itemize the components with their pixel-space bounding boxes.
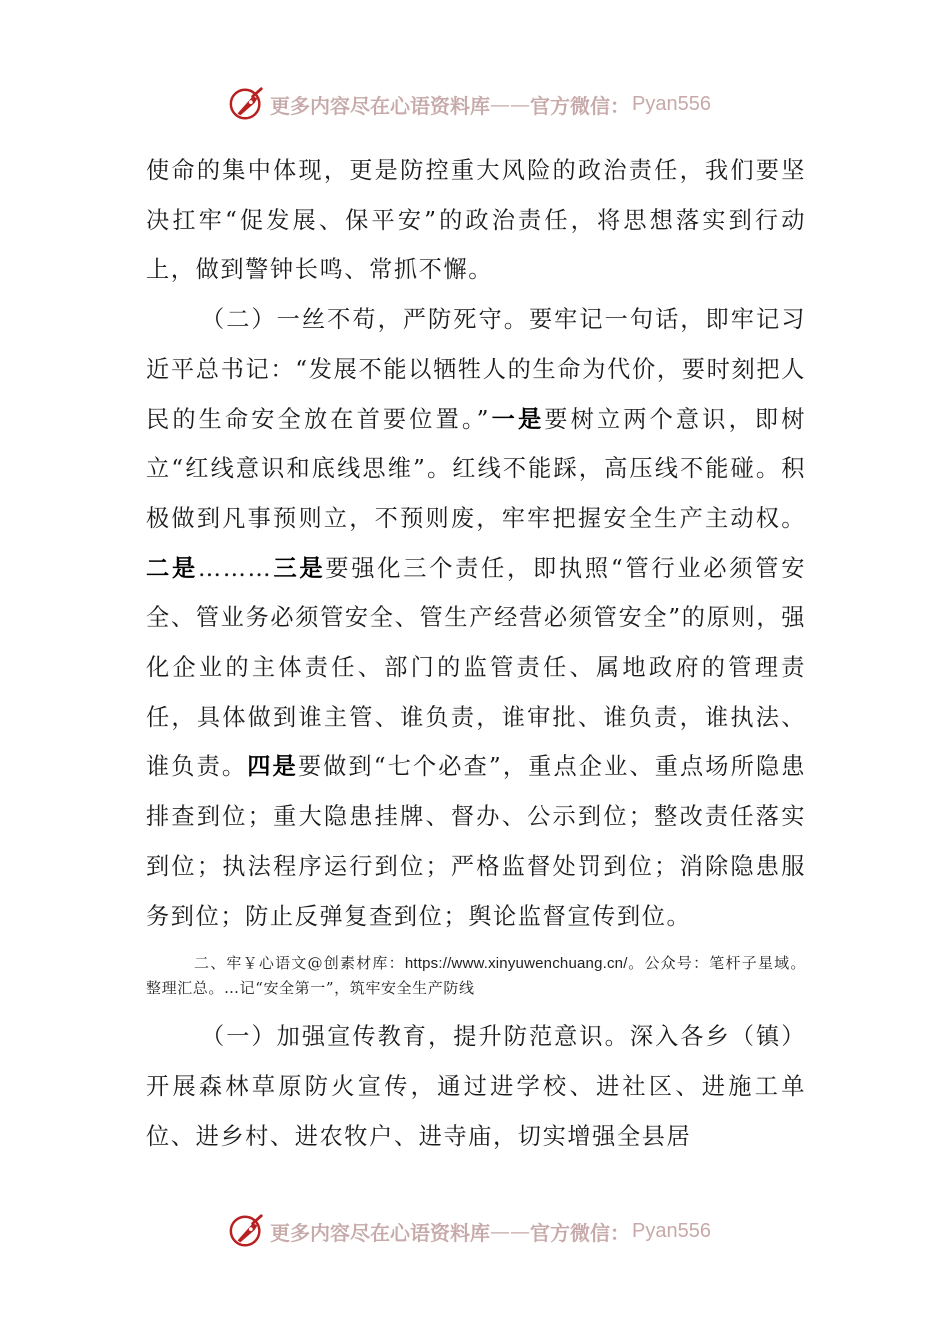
document-body xyxy=(146,146,806,1161)
point-one-text: 要树立两个意识，即树立“红线意识和底线思维”。红线不能踩，高压线不能碰。积极做到凡事预则立，不预则废，牢牢把握安全生产主动权。 xyxy=(146,405,807,532)
paragraph-3: （一）加强宣传教育，提升防范意识。深入各乡（镇）开展森林草原防火宣传，通过进学校、进社区、进施工单位、进乡村、进农牧户、进寺庙，切实增强全县居 xyxy=(146,1023,806,1150)
point-three-label: 三是 xyxy=(272,554,326,582)
banner-separator: —— xyxy=(490,92,530,116)
point-four-label: 四是 xyxy=(247,753,298,781)
paragraph-2-intro: （二）一丝不苟，严防死守。要牢记一句话，即牢记习近平总书记：“发展不能以牺牲人的生命为代价，要时刻把人民的生命安全放在首要位置。” xyxy=(146,306,806,433)
banner-wechat-label: 官方微信： xyxy=(530,1220,630,1245)
point-one-label: 一是 xyxy=(490,405,545,433)
point-three-text: 要强化三个责任，即执照“管行业必须管安全、管业务必须管安全、管生产经营必须管安全”的原则，强化企业的主体责任、部门的监管责任、属地政府的管理责任，具体做到谁主管、谁负责，谁审批、谁负责，谁执法、谁负责。 xyxy=(146,554,806,781)
source-url[interactable]: https://www.xinyuwenchuang.cn/ xyxy=(404,955,628,973)
point-four-text: 要做到“七个必查”，重点企业、重点场所隐患排查到位；重大隐患挂牌、督办、公示到位；整改责任落实到位；执法程序运行到位；严格监督处罚到位；消除隐患服务到位；防止反弹复查到位；舆论监督宣传到位。 xyxy=(146,753,806,930)
point-two-text: ……… xyxy=(197,554,273,582)
section-heading-small xyxy=(146,951,806,1000)
paragraph-2 xyxy=(146,295,806,941)
header-banner xyxy=(228,84,748,124)
footer-banner xyxy=(228,1211,748,1251)
banner-brand: 更多内容尽在心语资料库 xyxy=(270,93,490,118)
banner-wechat-label: 官方微信： xyxy=(530,93,630,118)
pen-nib-icon xyxy=(228,85,266,123)
banner-wechat-id: Pyan556 xyxy=(632,1219,711,1242)
paragraph-1: 使命的集中体现，更是防控重大风险的政治责任，我们要坚决扛牢“促发展、保平安”的政治责任，将思想落实到行动上，做到警钟长鸣、常抓不懈。 xyxy=(146,157,806,284)
point-two-label: 二是 xyxy=(146,554,198,582)
pen-nib-icon xyxy=(228,1212,266,1250)
banner-brand: 更多内容尽在心语资料库 xyxy=(270,1220,490,1245)
banner-separator: —— xyxy=(490,1219,530,1243)
section-heading-suffix: 。公众号：笔杆子星域。整理汇总。…记“安全第一”，筑牢安全生产防线 xyxy=(146,954,806,998)
section-heading-prefix: 二、牢￥心语文@创素材库： xyxy=(194,954,405,973)
banner-wechat-id: Pyan556 xyxy=(632,92,711,115)
